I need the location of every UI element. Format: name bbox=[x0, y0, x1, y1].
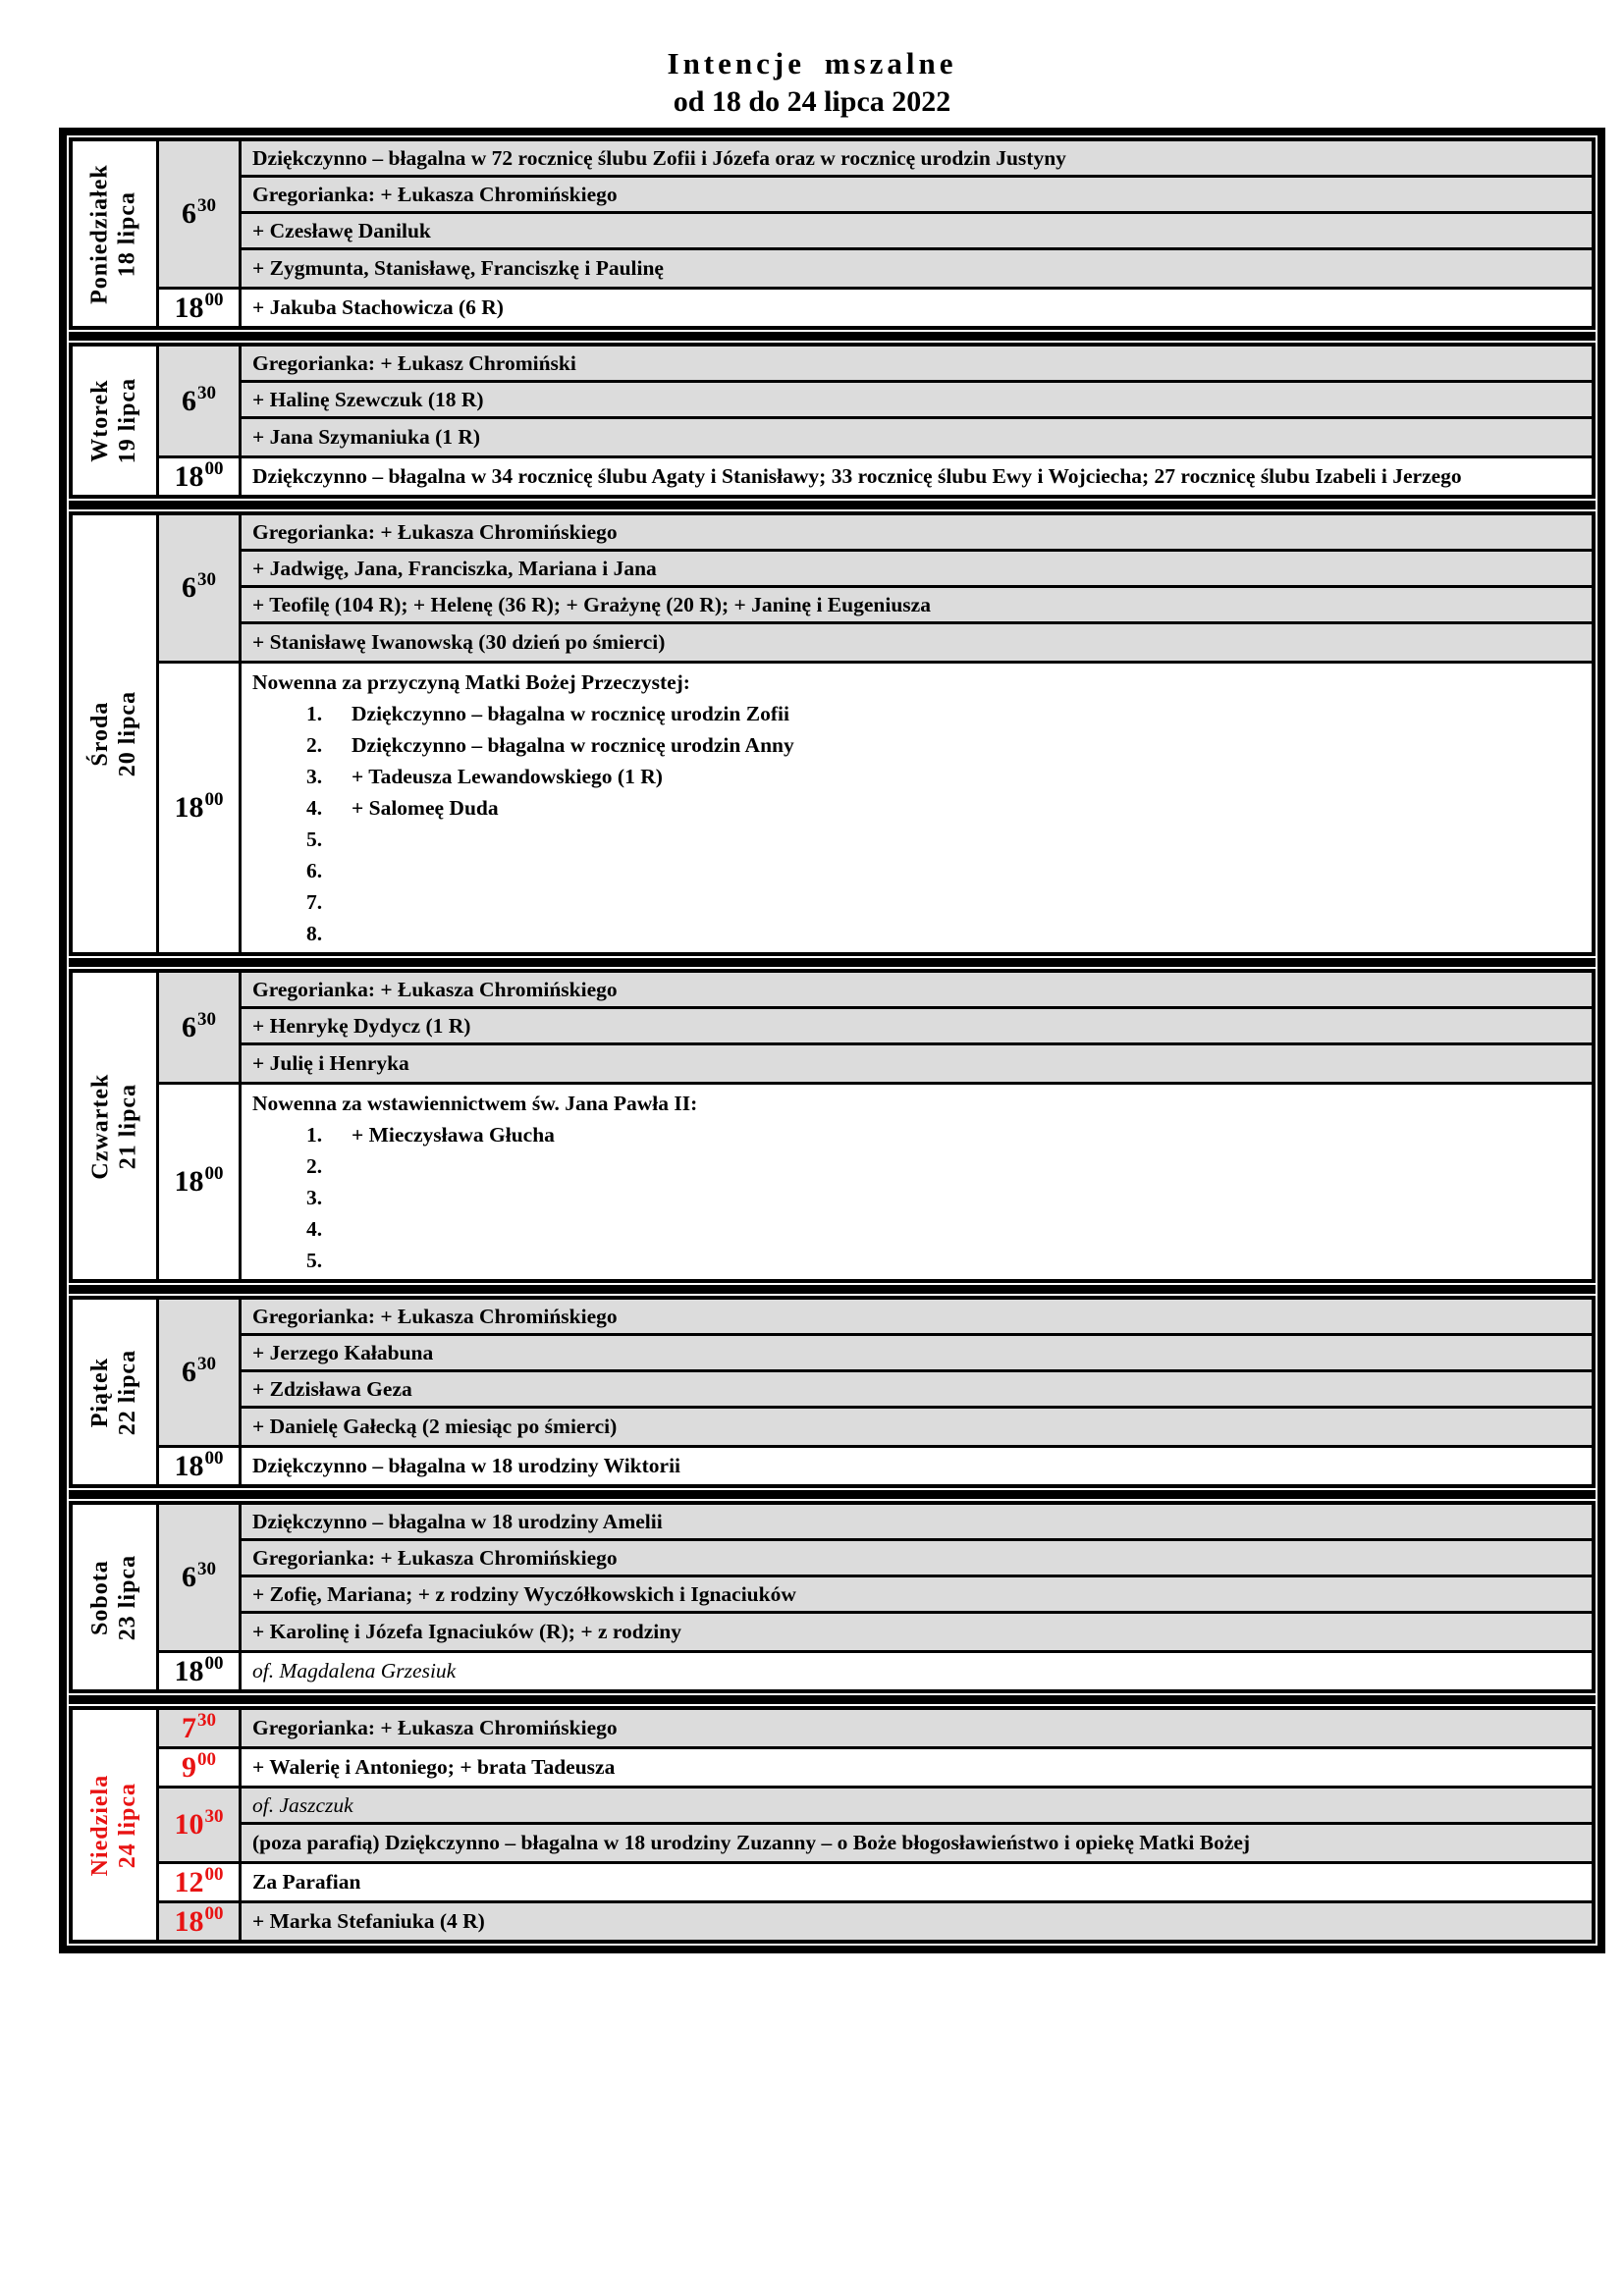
day-separator bbox=[69, 501, 1596, 509]
mass-slot bbox=[159, 1903, 1592, 1940]
novena-item bbox=[252, 698, 1582, 729]
day-block-wtorek bbox=[69, 343, 1596, 499]
intention-text: Gregorianka: + Łukasza Chromińskiego bbox=[252, 1716, 618, 1740]
novena-item-text: + Salomeę Duda bbox=[352, 796, 499, 821]
novena-item bbox=[252, 1150, 1582, 1182]
intention-text: + Henrykę Dydycz (1 R) bbox=[252, 1013, 471, 1038]
novena-item-number: 5. bbox=[306, 828, 323, 852]
intention-text: Dziękczynno – błagalna w 72 rocznicę ślubu Zofii i Józefa oraz w rocznicę urodzin Justyny bbox=[252, 145, 1066, 170]
time-cell: 6 $^{30}$ bbox=[159, 347, 242, 455]
mass-slot bbox=[159, 458, 1592, 495]
novena-item-number: 3. bbox=[306, 1186, 323, 1210]
day-label bbox=[87, 1555, 141, 1640]
day-label bbox=[87, 1350, 141, 1435]
schedule-table bbox=[59, 128, 1605, 1953]
intention-text: + Walerię i Antoniego; + brata Tadeusza bbox=[252, 1755, 616, 1780]
mass-slot bbox=[159, 347, 1592, 458]
time-hour: 6 bbox=[182, 384, 196, 417]
intention-row bbox=[242, 250, 1592, 287]
intention-text: + Karolinę i Józefa Ignaciuków (R); + z rodziny bbox=[252, 1620, 681, 1644]
day-slots bbox=[159, 1300, 1592, 1484]
intention-row bbox=[242, 1409, 1592, 1445]
novena-item bbox=[252, 792, 1582, 824]
time-hour: 10 bbox=[174, 1808, 204, 1842]
day-label-cell bbox=[73, 1300, 159, 1484]
novena-item-number: 3. bbox=[306, 765, 323, 789]
novena-item-number: 5. bbox=[306, 1249, 323, 1273]
intention-rows bbox=[242, 1903, 1592, 1940]
novena-item-number: 6. bbox=[306, 859, 323, 883]
time-cell: 6 $^{30}$ bbox=[159, 1505, 242, 1650]
intention-text: + Jadwigę, Jana, Franciszka, Mariana i Jana bbox=[252, 556, 657, 580]
time-hour: 6 bbox=[182, 197, 196, 231]
intention-text: + Stanisławę Iwanowską (30 dzień po śmierci) bbox=[252, 630, 666, 655]
time-hour: 6 bbox=[182, 1010, 196, 1043]
mass-slot bbox=[159, 141, 1592, 290]
intention-rows bbox=[242, 347, 1592, 455]
time-hour: 18 bbox=[174, 459, 204, 493]
novena-item bbox=[252, 1119, 1582, 1150]
day-name: Środa bbox=[86, 701, 113, 767]
day-separator bbox=[69, 1285, 1596, 1294]
intention-text: + Teofilę (104 R); + Helenę (36 R); + Grażynę (20 R); + Janinę i Eugeniusza bbox=[252, 592, 931, 616]
novena-item bbox=[252, 1213, 1582, 1245]
time-hour: 18 bbox=[174, 1654, 204, 1687]
intention-text: Dziękczynno – błagalna w 18 urodziny Amelii bbox=[252, 1509, 663, 1533]
day-block-czwartek bbox=[69, 969, 1596, 1283]
novena-item bbox=[252, 855, 1582, 886]
intention-row bbox=[242, 1505, 1592, 1541]
time-cell: 18 $^{00}$ bbox=[159, 458, 242, 495]
intention-row bbox=[242, 141, 1592, 178]
day-block-sobota bbox=[69, 1501, 1596, 1693]
date-range: od 18 do 24 lipca 2022 bbox=[673, 84, 951, 118]
novena-item-text: Dziękczynno – błagalna w rocznicę urodzin Zofii bbox=[352, 702, 789, 726]
novena-item-number: 1. bbox=[306, 1123, 323, 1148]
novena-item-number: 1. bbox=[306, 702, 323, 726]
intention-text: Za Parafian bbox=[252, 1870, 361, 1895]
intention-rows bbox=[242, 664, 1592, 952]
day-label bbox=[87, 1774, 141, 1876]
intention-rows bbox=[242, 1300, 1592, 1445]
day-label bbox=[87, 378, 141, 463]
intention-text: + Julię i Henryka bbox=[252, 1051, 409, 1076]
mass-slot bbox=[159, 1300, 1592, 1448]
novena-item bbox=[252, 729, 1582, 761]
day-block-piatek bbox=[69, 1296, 1596, 1488]
intention-rows bbox=[242, 290, 1592, 326]
intention-row bbox=[242, 1653, 1592, 1689]
intention-text: Gregorianka: + Łukasza Chromińskiego bbox=[252, 519, 618, 544]
intention-text: + Danielę Gałecką (2 miesiąc po śmierci) bbox=[252, 1415, 618, 1439]
day-date: 20 lipca bbox=[114, 691, 140, 777]
intention-row bbox=[242, 1336, 1592, 1372]
intention-rows bbox=[242, 1710, 1592, 1746]
time-cell: 6 $^{30}$ bbox=[159, 1300, 242, 1445]
intention-text: + Halinę Szewczuk (18 R) bbox=[252, 387, 484, 411]
day-name: Piątek bbox=[86, 1357, 113, 1427]
time-hour: 6 bbox=[182, 571, 196, 605]
day-slots bbox=[159, 1505, 1592, 1689]
intention-rows bbox=[242, 515, 1592, 661]
intention-row bbox=[242, 178, 1592, 214]
intention-row bbox=[242, 347, 1592, 383]
mass-slot bbox=[159, 290, 1592, 326]
intention-row bbox=[242, 383, 1592, 419]
intention-row bbox=[242, 588, 1592, 624]
time-hour: 18 bbox=[174, 1449, 204, 1482]
day-date: 21 lipca bbox=[114, 1083, 140, 1169]
intention-row bbox=[242, 973, 1592, 1009]
day-date: 23 lipca bbox=[114, 1554, 140, 1640]
day-date: 24 lipca bbox=[114, 1782, 140, 1868]
intention-rows bbox=[242, 458, 1592, 495]
mass-slot bbox=[159, 515, 1592, 664]
day-block-poniedzialek bbox=[69, 137, 1596, 330]
intention-rows bbox=[242, 141, 1592, 287]
intention-row bbox=[242, 290, 1592, 326]
intention-row bbox=[242, 458, 1592, 495]
day-label-cell bbox=[73, 347, 159, 495]
intention-rows bbox=[242, 1085, 1592, 1279]
intention-row bbox=[242, 515, 1592, 552]
day-date: 18 lipca bbox=[114, 190, 140, 277]
time-cell: 18 $^{00}$ bbox=[159, 1085, 242, 1279]
day-date: 22 lipca bbox=[114, 1349, 140, 1435]
day-name: Sobota bbox=[86, 1559, 113, 1635]
intention-rows bbox=[242, 1448, 1592, 1484]
intention-row bbox=[242, 419, 1592, 455]
intention-rows bbox=[242, 973, 1592, 1082]
novena-item-number: 4. bbox=[306, 1217, 323, 1242]
day-separator bbox=[69, 1695, 1596, 1704]
intention-text: Gregorianka: + Łukasza Chromińskiego bbox=[252, 1545, 618, 1570]
day-slots bbox=[159, 141, 1592, 326]
novena-item-text: + Mieczysława Głucha bbox=[352, 1123, 555, 1148]
day-separator bbox=[69, 1490, 1596, 1499]
day-label bbox=[87, 691, 141, 776]
intention-row bbox=[242, 1789, 1592, 1825]
intention-rows bbox=[242, 1653, 1592, 1689]
intention-row bbox=[242, 1541, 1592, 1577]
intention-row bbox=[242, 1300, 1592, 1336]
intention-rows bbox=[242, 1505, 1592, 1650]
time-cell: 6 $^{30}$ bbox=[159, 515, 242, 661]
mass-slot bbox=[159, 1505, 1592, 1653]
intention-text: + Zofię, Mariana; + z rodziny Wyczółkowskich i Ignaciuków bbox=[252, 1581, 796, 1606]
time-cell: 18 $^{00}$ bbox=[159, 1653, 242, 1689]
intention-rows bbox=[242, 1749, 1592, 1786]
document-header bbox=[0, 0, 1624, 120]
day-label bbox=[87, 1073, 141, 1179]
intention-text: (poza parafią) Dziękczynno – błagalna w 18 urodziny Zuzanny – o Boże błogosławieństwo i opiekę Matki Bożej bbox=[252, 1831, 1251, 1855]
novena-item bbox=[252, 1245, 1582, 1276]
intention-row bbox=[242, 1749, 1592, 1786]
novena-item-number: 8. bbox=[306, 922, 323, 946]
day-slots bbox=[159, 515, 1592, 952]
intention-row bbox=[242, 214, 1592, 250]
time-cell: 9 $^{00}$ bbox=[159, 1749, 242, 1786]
mass-slot bbox=[159, 973, 1592, 1085]
intention-text: + Jerzego Kałabuna bbox=[252, 1340, 434, 1364]
intention-text: + Czesławę Daniluk bbox=[252, 218, 431, 242]
intention-rows bbox=[242, 1864, 1592, 1900]
time-hour: 6 bbox=[182, 1356, 196, 1389]
mass-slot bbox=[159, 1864, 1592, 1903]
time-hour: 18 bbox=[174, 291, 204, 324]
novena-item-number: 4. bbox=[306, 796, 323, 821]
intention-text: Gregorianka: + Łukasza Chromińskiego bbox=[252, 182, 618, 206]
mass-slot bbox=[159, 664, 1592, 952]
time-cell: 7 $^{30}$ bbox=[159, 1710, 242, 1746]
time-cell: 18 $^{00}$ bbox=[159, 1903, 242, 1940]
day-name: Niedziela bbox=[86, 1774, 113, 1877]
intention-row bbox=[242, 1710, 1592, 1746]
day-date: 19 lipca bbox=[114, 378, 140, 464]
intention-row bbox=[242, 1448, 1592, 1484]
novena-row bbox=[242, 1085, 1592, 1279]
intention-text: Dziękczynno – błagalna w 18 urodziny Wiktorii bbox=[252, 1454, 681, 1478]
intention-row bbox=[242, 624, 1592, 661]
mass-slot bbox=[159, 1448, 1592, 1484]
intention-text: Gregorianka: + Łukasza Chromińskiego bbox=[252, 1304, 618, 1328]
time-cell: 18 $^{00}$ bbox=[159, 664, 242, 952]
day-label-cell bbox=[73, 1710, 159, 1940]
intention-text: Dziękczynno – błagalna w 34 rocznicę ślubu Agaty i Stanisławy; 33 rocznicę ślubu Ewy i Wojciecha; 27 rocznicę ślubu Izabeli i Jerzego bbox=[252, 464, 1462, 489]
page-title: Intencje mszalne bbox=[667, 46, 957, 80]
time-cell: 18 $^{00}$ bbox=[159, 1448, 242, 1484]
day-slots bbox=[159, 973, 1592, 1279]
intention-row bbox=[242, 552, 1592, 588]
intention-text: of. Magdalena Grzesiuk bbox=[252, 1659, 457, 1683]
day-label-cell bbox=[73, 515, 159, 952]
day-slots bbox=[159, 1710, 1592, 1940]
day-separator bbox=[69, 332, 1596, 341]
novena-item-text: Dziękczynno – błagalna w rocznicę urodzin Anny bbox=[352, 733, 794, 758]
mass-slot bbox=[159, 1085, 1592, 1279]
day-label-cell bbox=[73, 141, 159, 326]
day-label-cell bbox=[73, 973, 159, 1279]
time-hour: 9 bbox=[182, 1750, 196, 1784]
day-slots bbox=[159, 347, 1592, 495]
day-name: Poniedziałek bbox=[86, 163, 113, 304]
day-label bbox=[87, 164, 141, 304]
novena-item-text: + Tadeusza Lewandowskiego (1 R) bbox=[352, 765, 663, 789]
novena-row bbox=[242, 664, 1592, 952]
intention-text: + Jana Szymaniuka (1 R) bbox=[252, 425, 481, 450]
novena-item-number: 2. bbox=[306, 1154, 323, 1179]
intention-row bbox=[242, 1045, 1592, 1082]
mass-slot bbox=[159, 1789, 1592, 1864]
intention-text: Gregorianka: + Łukasz Chromiński bbox=[252, 350, 576, 375]
intention-text: + Zygmunta, Stanisławę, Franciszkę i Paulinę bbox=[252, 256, 664, 281]
intention-row bbox=[242, 1372, 1592, 1409]
day-name: Wtorek bbox=[86, 379, 113, 462]
novena-heading: Nowenna za wstawiennictwem św. Jana Pawła II: bbox=[252, 1092, 698, 1116]
mass-slot bbox=[159, 1653, 1592, 1689]
novena-heading: Nowenna za przyczyną Matki Bożej Przeczystej: bbox=[252, 670, 690, 695]
day-block-sroda bbox=[69, 511, 1596, 956]
time-cell: 18 $^{00}$ bbox=[159, 290, 242, 326]
time-hour: 6 bbox=[182, 1561, 196, 1594]
time-hour: 18 bbox=[174, 791, 204, 825]
mass-slot bbox=[159, 1710, 1592, 1749]
day-block-niedziela bbox=[69, 1706, 1596, 1944]
intention-row bbox=[242, 1614, 1592, 1650]
time-cell: 6 $^{30}$ bbox=[159, 141, 242, 287]
intention-text: + Zdzisława Geza bbox=[252, 1376, 412, 1401]
novena-item-number: 2. bbox=[306, 733, 323, 758]
intention-text: of. Jaszczuk bbox=[252, 1792, 353, 1817]
intention-text: + Marka Stefaniuka (4 R) bbox=[252, 1909, 485, 1934]
intention-rows bbox=[242, 1789, 1592, 1861]
intention-row bbox=[242, 1577, 1592, 1614]
intention-row bbox=[242, 1903, 1592, 1940]
time-hour: 18 bbox=[174, 1904, 204, 1938]
day-name: Czwartek bbox=[86, 1073, 113, 1180]
time-hour: 12 bbox=[174, 1865, 204, 1898]
time-cell: 12 $^{00}$ bbox=[159, 1864, 242, 1900]
day-separator bbox=[69, 958, 1596, 967]
day-label-cell bbox=[73, 1505, 159, 1689]
time-cell: 10 $^{30}$ bbox=[159, 1789, 242, 1861]
intention-row bbox=[242, 1825, 1592, 1861]
intention-row bbox=[242, 1864, 1592, 1900]
intention-text: + Jakuba Stachowicza (6 R) bbox=[252, 295, 504, 320]
novena-item bbox=[252, 918, 1582, 949]
novena-item bbox=[252, 761, 1582, 792]
novena-item bbox=[252, 1182, 1582, 1213]
time-hour: 18 bbox=[174, 1165, 204, 1199]
time-hour: 7 bbox=[182, 1711, 196, 1744]
novena-item-number: 7. bbox=[306, 890, 323, 915]
novena-item bbox=[252, 824, 1582, 855]
novena-item bbox=[252, 886, 1582, 918]
mass-slot bbox=[159, 1749, 1592, 1789]
intention-text: Gregorianka: + Łukasza Chromińskiego bbox=[252, 977, 618, 1001]
time-cell: 6 $^{30}$ bbox=[159, 973, 242, 1082]
intention-row bbox=[242, 1009, 1592, 1045]
